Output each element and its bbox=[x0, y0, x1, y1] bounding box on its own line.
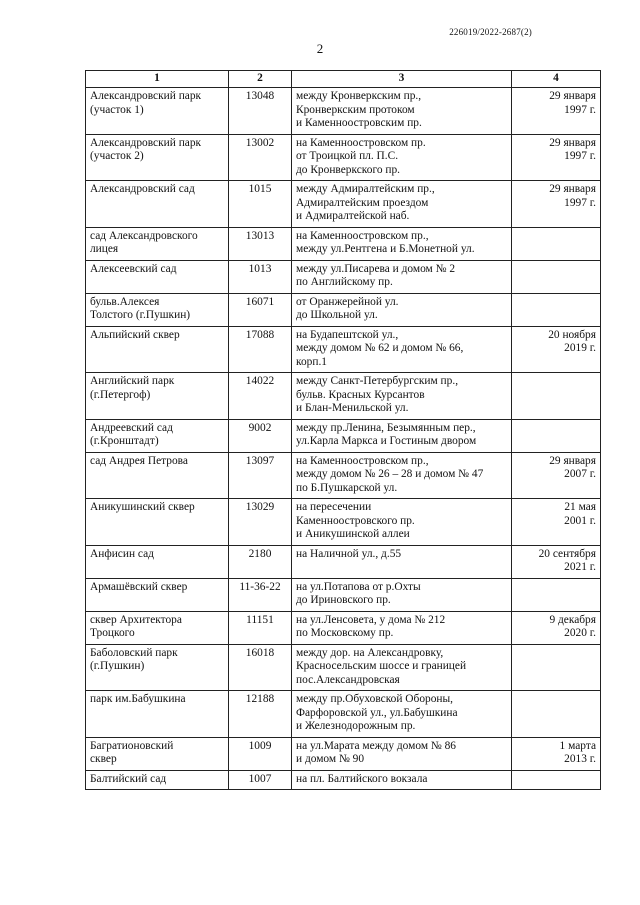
registry-code-cell: 16018 bbox=[229, 644, 292, 691]
registry-code-cell: 17088 bbox=[229, 326, 292, 373]
location-cell: на Каменноостровском пр., между домом № 26 – 28 и домом № 47 по Б.Пушкарской ул. bbox=[292, 452, 512, 499]
date-cell: 29 января 1997 г. bbox=[512, 181, 601, 228]
location-cell: на ул.Потапова от р.Охты до Ириновского пр. bbox=[292, 578, 512, 611]
park-name-cell: Баболовский парк (г.Пушкин) bbox=[86, 644, 229, 691]
table-row bbox=[86, 452, 601, 499]
registry-code-cell: 13097 bbox=[229, 452, 292, 499]
table-row bbox=[86, 373, 601, 420]
registry-code-cell: 1013 bbox=[229, 260, 292, 293]
park-name-cell: Армашёвский сквер bbox=[86, 578, 229, 611]
column-header-3: 3 bbox=[292, 71, 512, 88]
registry-code-cell: 1007 bbox=[229, 770, 292, 790]
park-name-cell: Александровский парк (участок 2) bbox=[86, 134, 229, 181]
location-cell: между Кронверкским пр., Кронверкским протоком и Каменноостровским пр. bbox=[292, 88, 512, 135]
page-number: 2 bbox=[316, 41, 324, 56]
table-row bbox=[86, 88, 601, 135]
registry-code-cell: 13029 bbox=[229, 499, 292, 546]
park-name-cell: сад Александровского лицея bbox=[86, 227, 229, 260]
location-cell: от Оранжерейной ул. до Школьной ул. bbox=[292, 293, 512, 326]
date-cell: 21 мая 2001 г. bbox=[512, 499, 601, 546]
column-header-1: 1 bbox=[86, 71, 229, 88]
table-row bbox=[86, 611, 601, 644]
table-row bbox=[86, 545, 601, 578]
date-cell bbox=[512, 578, 601, 611]
park-name-cell: парк им.Бабушкина bbox=[86, 691, 229, 738]
park-name-cell: Багратионовский сквер bbox=[86, 737, 229, 770]
location-cell: на Наличной ул., д.55 bbox=[292, 545, 512, 578]
registry-code-cell: 2180 bbox=[229, 545, 292, 578]
location-cell: между Санкт-Петербургским пр., бульв. Красных Курсантов и Блан-Менильской ул. bbox=[292, 373, 512, 420]
table-row bbox=[86, 499, 601, 546]
location-cell: на Каменноостровском пр. от Троицкой пл. П.С. до Кронверкского пр. bbox=[292, 134, 512, 181]
registry-code-cell: 11151 bbox=[229, 611, 292, 644]
table-row bbox=[86, 260, 601, 293]
date-cell bbox=[512, 691, 601, 738]
date-cell: 29 января 2007 г. bbox=[512, 452, 601, 499]
table-row bbox=[86, 419, 601, 452]
table-row bbox=[86, 181, 601, 228]
park-name-cell: Александровский парк (участок 1) bbox=[86, 88, 229, 135]
date-cell: 1 марта 2013 г. bbox=[512, 737, 601, 770]
column-header-2: 2 bbox=[229, 71, 292, 88]
table-row bbox=[86, 326, 601, 373]
location-cell: на пл. Балтийского вокзала bbox=[292, 770, 512, 790]
park-name-cell: Аникушинский сквер bbox=[86, 499, 229, 546]
registry-code-cell: 13048 bbox=[229, 88, 292, 135]
park-name-cell: Альпийский сквер bbox=[86, 326, 229, 373]
location-cell: на Каменноостровском пр., между ул.Рентгена и Б.Монетной ул. bbox=[292, 227, 512, 260]
parks-register-table bbox=[85, 70, 601, 790]
document-id: 226019/2022-2687(2) bbox=[449, 27, 532, 37]
location-cell: между дор. на Александровку, Красносельским шоссе и границей пос.Александровская bbox=[292, 644, 512, 691]
park-name-cell: Английский парк (г.Петергоф) bbox=[86, 373, 229, 420]
registry-code-cell: 1015 bbox=[229, 181, 292, 228]
date-cell bbox=[512, 260, 601, 293]
park-name-cell: Андреевский сад (г.Кронштадт) bbox=[86, 419, 229, 452]
date-cell: 20 сентября 2021 г. bbox=[512, 545, 601, 578]
registry-code-cell: 16071 bbox=[229, 293, 292, 326]
location-cell: на Будапештской ул., между домом № 62 и домом № 66, корп.1 bbox=[292, 326, 512, 373]
park-name-cell: Анфисин сад bbox=[86, 545, 229, 578]
table-row bbox=[86, 134, 601, 181]
park-name-cell: бульв.Алексея Толстого (г.Пушкин) bbox=[86, 293, 229, 326]
location-cell: между ул.Писарева и домом № 2 по Английскому пр. bbox=[292, 260, 512, 293]
date-cell bbox=[512, 770, 601, 790]
date-cell bbox=[512, 227, 601, 260]
table-row bbox=[86, 644, 601, 691]
registry-code-cell: 13013 bbox=[229, 227, 292, 260]
date-cell bbox=[512, 644, 601, 691]
registry-code-cell: 9002 bbox=[229, 419, 292, 452]
date-cell bbox=[512, 373, 601, 420]
location-cell: между пр.Ленина, Безымянным пер., ул.Карла Маркса и Гостиным двором bbox=[292, 419, 512, 452]
column-header-4: 4 bbox=[512, 71, 601, 88]
registry-code-cell: 13002 bbox=[229, 134, 292, 181]
location-cell: на пересечении Каменноостровского пр. и Аникушинской аллеи bbox=[292, 499, 512, 546]
table-header-row bbox=[86, 71, 601, 88]
registry-code-cell: 1009 bbox=[229, 737, 292, 770]
table-row bbox=[86, 737, 601, 770]
location-cell: на ул.Ленсовета, у дома № 212 по Московскому пр. bbox=[292, 611, 512, 644]
table-row bbox=[86, 293, 601, 326]
date-cell bbox=[512, 293, 601, 326]
park-name-cell: сквер Архитектора Троцкого bbox=[86, 611, 229, 644]
table-row bbox=[86, 691, 601, 738]
date-cell: 20 ноября 2019 г. bbox=[512, 326, 601, 373]
park-name-cell: Балтийский сад bbox=[86, 770, 229, 790]
registry-code-cell: 14022 bbox=[229, 373, 292, 420]
table-row bbox=[86, 578, 601, 611]
table-row bbox=[86, 770, 601, 790]
date-cell: 9 декабря 2020 г. bbox=[512, 611, 601, 644]
park-name-cell: Александровский сад bbox=[86, 181, 229, 228]
registry-code-cell: 12188 bbox=[229, 691, 292, 738]
park-name-cell: сад Андрея Петрова bbox=[86, 452, 229, 499]
park-name-cell: Алексеевский сад bbox=[86, 260, 229, 293]
registry-code-cell: 11-36-22 bbox=[229, 578, 292, 611]
location-cell: между Адмиралтейским пр., Адмиралтейским проездом и Адмиралтейской наб. bbox=[292, 181, 512, 228]
location-cell: на ул.Марата между домом № 86 и домом № 90 bbox=[292, 737, 512, 770]
date-cell: 29 января 1997 г. bbox=[512, 134, 601, 181]
table-row bbox=[86, 227, 601, 260]
date-cell: 29 января 1997 г. bbox=[512, 88, 601, 135]
date-cell bbox=[512, 419, 601, 452]
location-cell: между пр.Обуховской Обороны, Фарфоровской ул., ул.Бабушкина и Железнодорожным пр. bbox=[292, 691, 512, 738]
